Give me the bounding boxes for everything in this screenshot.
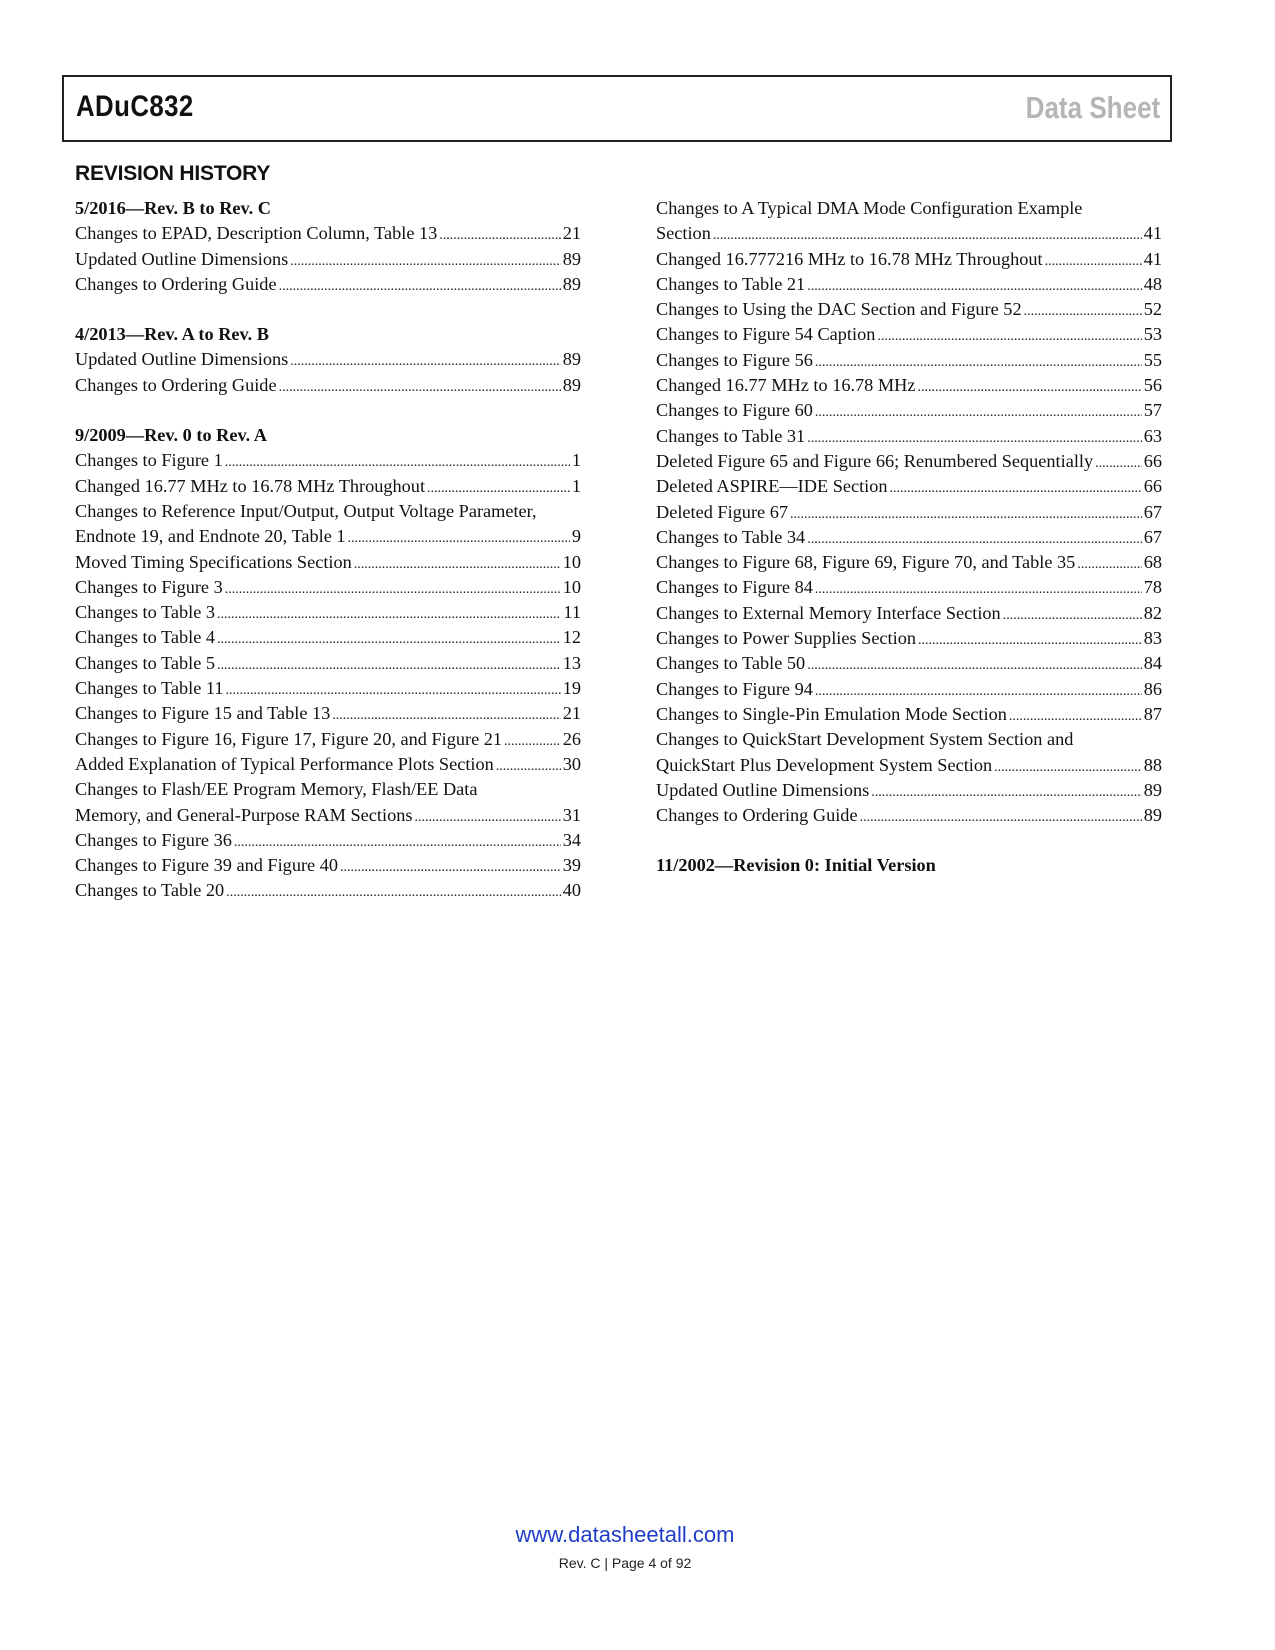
dot-leader xyxy=(290,247,560,274)
revision-entry xyxy=(656,322,1162,347)
entry-text: Changes to Table 3 xyxy=(75,602,216,623)
entry-text: Changes to Table 50 xyxy=(656,653,806,674)
revision-entry xyxy=(75,777,581,802)
revision-entry xyxy=(75,878,581,903)
revision-heading: 4/2013—Rev. A to Rev. B xyxy=(75,324,269,345)
dot-leader xyxy=(1077,550,1141,577)
entry-page-number: 9 xyxy=(571,526,581,547)
entry-page-number: 34 xyxy=(562,829,581,850)
entry-text: Changes to QuickStart Development System Section and xyxy=(656,729,1074,750)
revision-entry xyxy=(656,550,1162,575)
revision-entry xyxy=(656,398,1162,423)
revision-entry xyxy=(75,828,581,853)
entry-text: Changes to Table 4 xyxy=(75,627,216,648)
entry-page-number: 63 xyxy=(1143,425,1162,446)
revision-entry xyxy=(656,778,1162,803)
entry-page-number: 12 xyxy=(562,627,581,648)
revision-entry xyxy=(75,247,581,272)
revision-entry xyxy=(75,550,581,575)
entry-text: Changes to Figure 94 xyxy=(656,678,813,699)
revision-entry xyxy=(75,727,581,752)
revision-group xyxy=(656,196,1162,828)
entry-text: Changes to Table 5 xyxy=(75,652,216,673)
dot-leader xyxy=(225,575,561,602)
entry-page-number: 53 xyxy=(1143,324,1162,345)
entry-text: Changes to Flash/EE Program Memory, Flash/EE Data xyxy=(75,779,478,800)
dot-leader xyxy=(439,221,560,248)
entry-page-number: 68 xyxy=(1143,552,1162,573)
entry-page-number: 19 xyxy=(562,678,581,699)
dot-leader xyxy=(790,500,1142,527)
document-type: Data Sheet xyxy=(1025,90,1160,125)
revision-entry xyxy=(656,677,1162,702)
dot-leader xyxy=(1045,247,1142,274)
entry-text: Changes to Table 31 xyxy=(656,425,806,446)
revision-entry xyxy=(656,803,1162,828)
entry-text: Changes to External Memory Interface Section xyxy=(656,602,1001,623)
dot-leader xyxy=(348,524,570,551)
revision-entry xyxy=(656,297,1162,322)
entry-text: Changes to Figure 16, Figure 17, Figure 20, and Figure 21 xyxy=(75,728,503,749)
revision-entry xyxy=(75,803,581,828)
entry-text: Updated Outline Dimensions xyxy=(75,349,289,370)
entry-text: Changes to Ordering Guide xyxy=(75,374,277,395)
entry-text: Changes to Power Supplies Section xyxy=(656,628,916,649)
entry-text: Updated Outline Dimensions xyxy=(75,248,289,269)
entry-text: Changes to A Typical DMA Mode Configuration Example xyxy=(656,198,1083,218)
dot-leader xyxy=(815,398,1142,425)
revision-entry xyxy=(656,221,1162,246)
revision-group xyxy=(75,322,581,398)
entry-text: Changes to Figure 15 and Table 13 xyxy=(75,703,331,724)
revision-entry xyxy=(75,752,581,777)
revision-entry xyxy=(75,853,581,878)
entry-page-number: 11 xyxy=(563,602,581,623)
entry-page-number: 87 xyxy=(1143,703,1162,724)
entry-text: Memory, and General-Purpose RAM Sections xyxy=(75,804,413,825)
dot-leader xyxy=(815,677,1142,704)
entry-text: Changed 16.777216 MHz to 16.78 MHz Throughout xyxy=(656,248,1043,269)
entry-text: Changes to Figure 1 xyxy=(75,450,223,471)
dot-leader xyxy=(279,272,561,299)
dot-leader xyxy=(918,626,1142,653)
entry-text: Changed 16.77 MHz to 16.78 MHz xyxy=(656,375,916,396)
revision-entry xyxy=(656,373,1162,398)
revision-entry xyxy=(656,272,1162,297)
dot-leader xyxy=(414,803,560,830)
revision-entry xyxy=(656,500,1162,525)
entry-page-number: 10 xyxy=(562,551,581,572)
entry-text: Changes to Figure 54 Caption xyxy=(656,324,876,345)
entry-text: Changes to Reference Input/Output, Output Voltage Parameter, xyxy=(75,500,537,521)
entry-page-number: 26 xyxy=(562,728,581,749)
entry-page-number: 89 xyxy=(562,248,581,269)
dot-leader xyxy=(713,221,1142,248)
entry-page-number: 82 xyxy=(1143,602,1162,623)
entry-text: Changes to Figure 68, Figure 69, Figure 70, and Table 35 xyxy=(656,552,1076,573)
dot-leader xyxy=(427,474,570,501)
revision-heading: 5/2016—Rev. B to Rev. C xyxy=(75,198,272,218)
entry-page-number: 66 xyxy=(1143,476,1162,497)
revision-entry xyxy=(656,424,1162,449)
dot-leader xyxy=(234,828,561,855)
dot-leader xyxy=(815,348,1142,375)
entry-text: Changes to Figure 36 xyxy=(75,829,232,850)
entry-page-number: 86 xyxy=(1143,678,1162,699)
revision-entry xyxy=(656,601,1162,626)
revision-entry xyxy=(656,348,1162,373)
entry-page-number: 89 xyxy=(562,349,581,370)
entry-page-number: 89 xyxy=(562,374,581,395)
dot-leader xyxy=(332,701,560,728)
entry-page-number: 84 xyxy=(1143,653,1162,674)
dot-leader xyxy=(496,752,561,779)
entry-page-number: 39 xyxy=(562,855,581,876)
entry-page-number: 56 xyxy=(1143,375,1162,396)
dot-leader xyxy=(807,272,1142,299)
revision-entry xyxy=(75,575,581,600)
entry-text: Deleted ASPIRE—IDE Section xyxy=(656,476,888,497)
entry-text: Section xyxy=(656,223,711,244)
entry-page-number: 21 xyxy=(562,703,581,724)
entry-text: Changes to Figure 3 xyxy=(75,576,223,597)
revision-entry xyxy=(75,221,581,246)
dot-leader xyxy=(217,625,561,652)
dot-leader xyxy=(994,753,1142,780)
footer-page-info: Rev. C | Page 4 of 92 xyxy=(558,1555,692,1571)
dot-leader xyxy=(217,600,561,627)
revision-entry xyxy=(656,753,1162,778)
revision-heading: 11/2002—Revision 0: Initial Version xyxy=(656,855,936,876)
product-name: ADuC832 xyxy=(76,90,194,123)
dot-leader xyxy=(917,373,1141,400)
entry-text: Changes to Figure 84 xyxy=(656,577,813,598)
header-box xyxy=(62,75,1172,142)
revision-entry xyxy=(75,448,581,473)
dot-leader xyxy=(871,778,1141,805)
dot-leader xyxy=(890,474,1142,501)
footer-link[interactable]: www.datasheetall.com xyxy=(515,1522,735,1547)
dot-leader xyxy=(290,347,560,374)
revision-entry xyxy=(656,449,1162,474)
revision-entry xyxy=(656,626,1162,651)
entry-page-number: 41 xyxy=(1143,248,1162,269)
revision-group xyxy=(75,196,581,297)
entry-text: Added Explanation of Typical Performance Plots Section xyxy=(75,753,494,774)
revision-entry xyxy=(75,676,581,701)
revision-group xyxy=(656,853,1162,878)
revision-entry xyxy=(75,474,581,499)
entry-page-number: 89 xyxy=(1143,779,1162,800)
revision-entry xyxy=(75,347,581,372)
entry-page-number: 13 xyxy=(562,652,581,673)
entry-text: Changes to Ordering Guide xyxy=(656,805,858,826)
right-column xyxy=(656,196,1162,904)
dot-leader xyxy=(1095,449,1142,476)
revision-entry xyxy=(656,247,1162,272)
dot-leader xyxy=(1009,702,1142,729)
entry-text: Changes to Using the DAC Section and Figure 52 xyxy=(656,299,1022,320)
dot-leader xyxy=(807,424,1142,451)
dot-leader xyxy=(226,676,561,703)
revision-entry xyxy=(656,727,1162,752)
entry-page-number: 89 xyxy=(562,273,581,294)
entry-page-number: 10 xyxy=(562,576,581,597)
entry-page-number: 88 xyxy=(1143,754,1162,775)
revision-entry xyxy=(656,525,1162,550)
revision-entry xyxy=(75,600,581,625)
entry-page-number: 55 xyxy=(1143,349,1162,370)
entry-text: Changes to Ordering Guide xyxy=(75,273,277,294)
dot-leader xyxy=(225,448,570,475)
entry-page-number: 30 xyxy=(562,753,581,774)
revision-entry xyxy=(75,373,581,398)
entry-page-number: 1 xyxy=(571,450,581,471)
entry-text: Deleted Figure 65 and Figure 66; Renumbered Sequentially xyxy=(656,450,1094,471)
revision-entry xyxy=(656,702,1162,727)
entry-text: Changes to Single-Pin Emulation Mode Section xyxy=(656,703,1007,724)
dot-leader xyxy=(815,575,1142,602)
dot-leader xyxy=(1024,297,1142,324)
entry-text: Changed 16.77 MHz to 16.78 MHz Throughout xyxy=(75,475,426,496)
entry-page-number: 21 xyxy=(562,223,581,244)
revision-entry xyxy=(75,272,581,297)
entry-page-number: 31 xyxy=(562,804,581,825)
entry-text: Changes to Figure 60 xyxy=(656,400,813,421)
dot-leader xyxy=(1003,601,1142,628)
entry-page-number: 67 xyxy=(1143,526,1162,547)
entry-text: Deleted Figure 67 xyxy=(656,501,788,522)
entry-text: Updated Outline Dimensions xyxy=(656,779,870,800)
dot-leader xyxy=(279,373,561,400)
revision-entry xyxy=(656,474,1162,499)
entry-page-number: 57 xyxy=(1143,400,1162,421)
entry-page-number: 67 xyxy=(1143,501,1162,522)
revision-entry xyxy=(75,651,581,676)
dot-leader xyxy=(340,853,561,880)
revision-entry xyxy=(75,625,581,650)
entry-page-number: 66 xyxy=(1143,450,1162,471)
left-column xyxy=(75,196,581,929)
section-title: REVISION HISTORY xyxy=(75,162,271,185)
revision-entry xyxy=(75,499,581,524)
revision-entry xyxy=(656,651,1162,676)
revision-heading: 9/2009—Rev. 0 to Rev. A xyxy=(75,425,267,446)
entry-text: Changes to Table 20 xyxy=(75,880,225,901)
entry-text: Changes to Table 21 xyxy=(656,273,806,294)
entry-text: Changes to Table 34 xyxy=(656,526,806,547)
entry-page-number: 52 xyxy=(1143,299,1162,320)
entry-page-number: 1 xyxy=(571,475,581,496)
dot-leader xyxy=(860,803,1142,830)
entry-page-number: 83 xyxy=(1143,628,1162,649)
entry-text: Changes to Figure 56 xyxy=(656,349,813,370)
entry-page-number: 41 xyxy=(1143,223,1162,244)
dot-leader xyxy=(807,651,1142,678)
revision-group xyxy=(75,423,581,904)
dot-leader xyxy=(504,727,561,754)
dot-leader xyxy=(226,878,561,905)
revision-entry xyxy=(75,701,581,726)
dot-leader xyxy=(354,550,561,577)
entry-page-number: 78 xyxy=(1143,577,1162,598)
entry-text: Endnote 19, and Endnote 20, Table 1 xyxy=(75,526,346,547)
entry-page-number: 89 xyxy=(1143,805,1162,826)
entry-page-number: 48 xyxy=(1143,273,1162,294)
entry-text: Moved Timing Specifications Section xyxy=(75,551,352,572)
entry-text: Changes to Table 11 xyxy=(75,678,224,699)
revision-entry xyxy=(656,575,1162,600)
revision-entry xyxy=(75,524,581,549)
entry-page-number: 40 xyxy=(562,880,581,901)
dot-leader xyxy=(877,322,1141,349)
revision-entry xyxy=(656,196,1162,221)
dot-leader xyxy=(807,525,1142,552)
dot-leader xyxy=(217,651,561,678)
entry-text: Changes to Figure 39 and Figure 40 xyxy=(75,855,339,876)
entry-text: Changes to EPAD, Description Column, Table 13 xyxy=(75,223,438,244)
entry-text: QuickStart Plus Development System Section xyxy=(656,754,993,775)
